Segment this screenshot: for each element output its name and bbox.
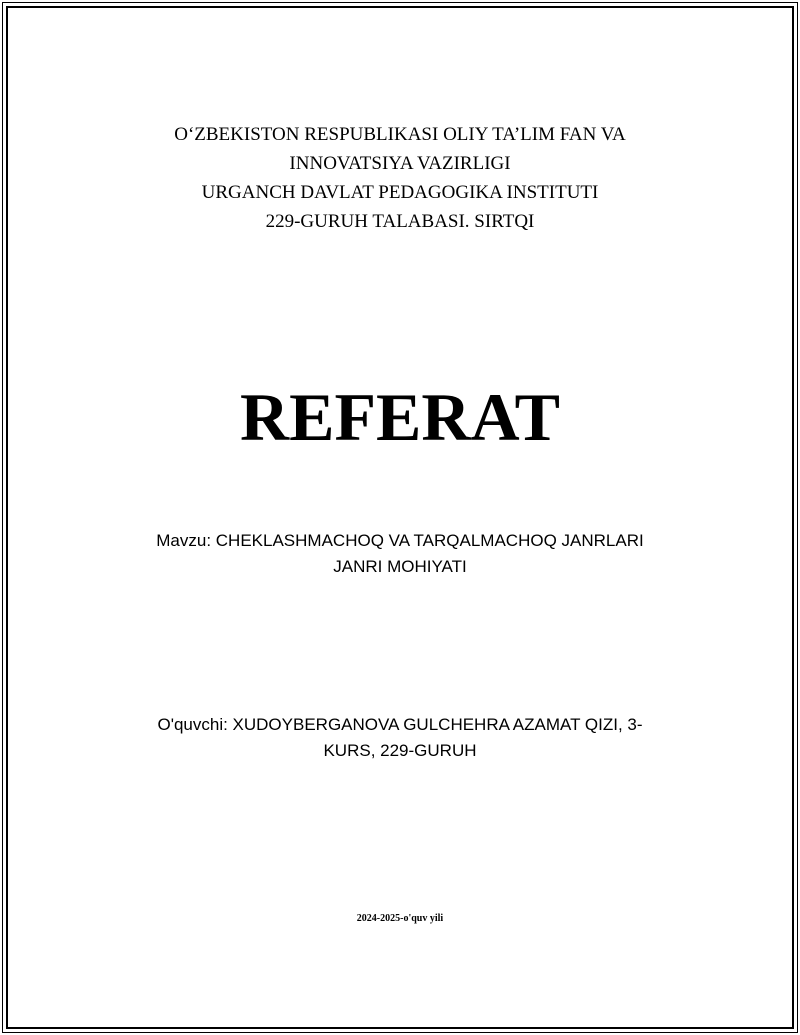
header-line: URGANCH DAVLAT PEDAGOGIKA INSTITUTI <box>201 182 599 203</box>
topic-line: Mavzu: CHEKLASHMACHOQ VA TARQALMACHOQ JANRLARI <box>156 531 644 550</box>
student-block <box>0 712 800 764</box>
student-line: KURS, 229-GURUH <box>323 741 477 760</box>
header-line: 229-GURUH TALABASI. SIRTQI <box>265 211 535 232</box>
student-line: O'quvchi: XUDOYBERGANOVA GULCHEHRA AZAMAT QIZI, 3- <box>157 715 643 734</box>
header-line: O‘ZBEKISTON RESPUBLIKASI OLIY TA’LIM FAN VA <box>174 124 626 145</box>
document-title: REFERAT <box>240 379 560 455</box>
topic-block <box>0 528 800 580</box>
academic-year: 2024-2025-o'quv yili <box>356 913 444 924</box>
institution-header <box>0 120 800 236</box>
topic-line: JANRI MOHIYATI <box>333 557 467 576</box>
header-line: INNOVATSIYA VAZIRLIGI <box>289 153 511 174</box>
